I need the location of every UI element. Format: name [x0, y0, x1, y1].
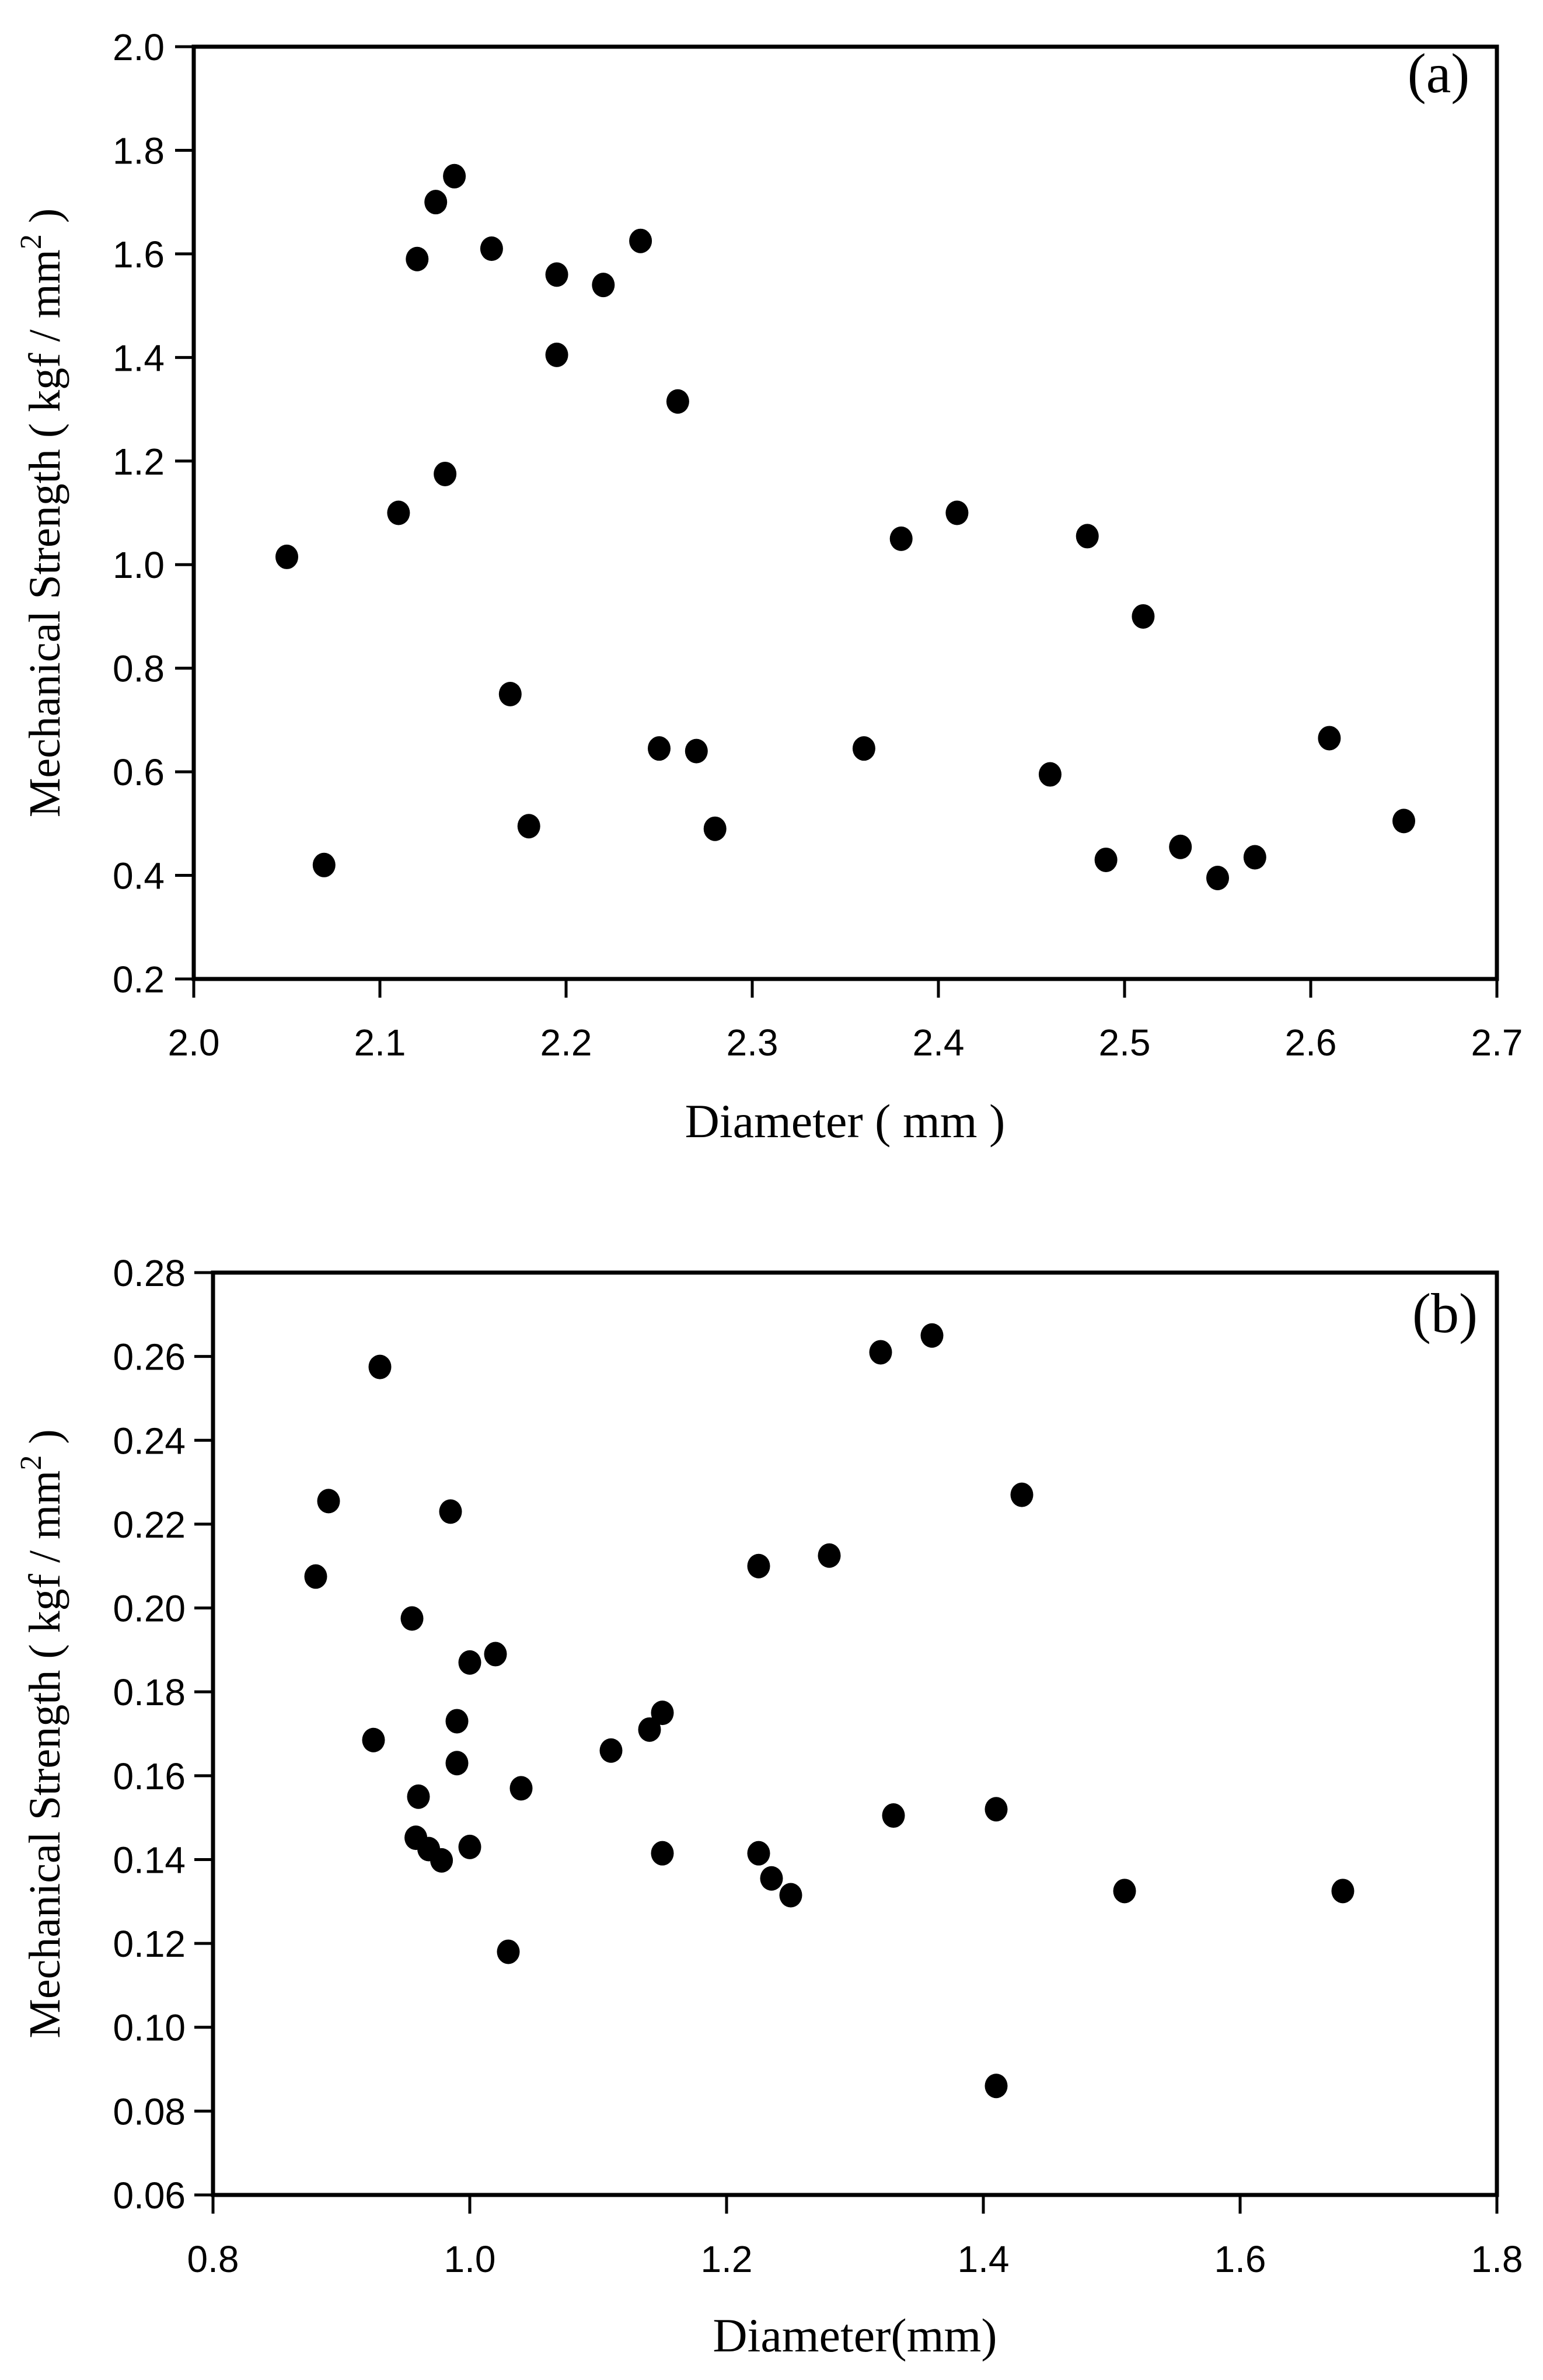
x-tick-label: 1.6: [1214, 2238, 1266, 2280]
data-point: [443, 164, 466, 189]
y-tick-label: 0.08: [113, 2090, 186, 2133]
data-point: [407, 1785, 430, 1809]
data-point: [985, 1797, 1008, 1821]
data-point: [651, 1841, 674, 1866]
x-tick-label: 2.1: [354, 1022, 406, 1064]
data-point: [600, 1738, 623, 1763]
data-point: [870, 1340, 892, 1364]
y-tick-label: 1.8: [113, 130, 165, 172]
x-tick-label: 2.4: [912, 1022, 965, 1064]
data-point: [1039, 762, 1062, 787]
data-point: [1206, 866, 1229, 890]
y-tick-label: 0.14: [113, 1839, 186, 1881]
data-point: [1318, 726, 1340, 750]
data-point: [1392, 809, 1415, 833]
x-tick-label: 1.4: [957, 2238, 1010, 2280]
data-point: [480, 236, 503, 261]
data-point: [666, 389, 689, 414]
data-point: [459, 1650, 481, 1675]
y-tick-label: 1.4: [113, 337, 165, 379]
data-point: [629, 229, 652, 253]
data-point: [780, 1883, 802, 1908]
x-axis-title: Diameter ( mm ): [685, 1095, 1006, 1148]
data-point: [446, 1709, 469, 1733]
data-point: [313, 853, 336, 877]
data-point: [275, 545, 298, 569]
data-point: [305, 1564, 327, 1589]
data-point: [985, 2074, 1008, 2098]
x-tick-label: 2.7: [1471, 1022, 1523, 1064]
y-tick-label: 0.10: [113, 2006, 186, 2049]
data-point: [369, 1355, 392, 1379]
y-tick-label: 0.8: [113, 647, 165, 690]
y-tick-label: 0.22: [113, 1503, 186, 1546]
y-tick-label: 0.2: [113, 959, 165, 1001]
data-point: [424, 190, 447, 214]
data-point: [651, 1701, 674, 1725]
panel-label: (a): [1407, 42, 1470, 104]
data-point: [1076, 524, 1099, 548]
data-point: [1011, 1483, 1034, 1507]
scatter-plot-a: [15, 26, 1523, 1148]
y-tick-label: 1.0: [113, 544, 165, 587]
y-tick-label: 0.26: [113, 1336, 186, 1378]
data-point: [945, 501, 968, 525]
panel-label: (b): [1412, 1282, 1478, 1344]
data-point: [1244, 845, 1266, 870]
data-point: [434, 462, 456, 486]
x-tick-label: 2.0: [167, 1022, 220, 1064]
data-point: [748, 1841, 770, 1866]
data-point: [387, 501, 410, 525]
data-point: [362, 1728, 385, 1752]
data-point: [459, 1835, 481, 1859]
data-point: [592, 273, 615, 297]
plot-frame: [213, 1273, 1497, 2195]
y-tick-label: 2.0: [113, 26, 165, 68]
y-tick-label: 1.6: [113, 233, 165, 276]
data-point: [1132, 604, 1154, 629]
x-tick-label: 2.6: [1284, 1022, 1337, 1064]
data-point: [406, 247, 428, 271]
x-tick-label: 2.3: [726, 1022, 779, 1064]
y-tick-label: 0.20: [113, 1587, 186, 1630]
y-tick-label: 0.16: [113, 1755, 186, 1797]
data-point: [497, 1939, 520, 1964]
data-point: [685, 739, 708, 764]
data-point: [401, 1607, 424, 1631]
data-point: [484, 1642, 507, 1667]
y-axis-title: Mechanical Strength ( kgf / $mm^2$ ): [15, 1429, 69, 2038]
data-point: [518, 814, 540, 838]
y-tick-label: 1.2: [113, 440, 165, 483]
y-tick-label: 0.4: [113, 855, 165, 897]
x-tick-label: 2.5: [1098, 1022, 1151, 1064]
data-point: [890, 527, 913, 551]
y-tick-label: 0.12: [113, 1923, 186, 1966]
y-tick-label: 0.06: [113, 2175, 186, 2217]
y-tick-label: 0.28: [113, 1252, 186, 1294]
y-tick-label: 0.24: [113, 1420, 186, 1462]
data-point: [446, 1751, 469, 1775]
y-tick-label: 0.6: [113, 751, 165, 794]
x-tick-label: 1.2: [700, 2238, 753, 2280]
data-point: [921, 1323, 944, 1348]
scatter-plot-b: [15, 1252, 1523, 2362]
data-point: [546, 262, 568, 287]
data-point: [760, 1866, 783, 1891]
data-point: [853, 736, 875, 761]
data-point: [499, 682, 522, 706]
data-point: [439, 1499, 462, 1524]
x-tick-label: 1.0: [444, 2238, 496, 2280]
x-tick-label: 1.8: [1471, 2238, 1523, 2280]
y-tick-label: 0.18: [113, 1671, 186, 1714]
data-point: [510, 1776, 533, 1800]
x-tick-label: 2.2: [540, 1022, 592, 1064]
data-point: [748, 1554, 770, 1578]
data-point: [317, 1489, 340, 1513]
y-axis-title: Mechanical Strength ( kgf / $mm^2$ ): [15, 208, 69, 818]
data-point: [1169, 835, 1192, 859]
x-axis-title: Diameter(mm): [713, 2309, 997, 2362]
data-point: [1095, 848, 1118, 872]
data-point: [1113, 1879, 1136, 1903]
data-point: [546, 343, 568, 367]
data-point: [882, 1803, 905, 1828]
data-point: [704, 817, 727, 841]
data-point: [648, 736, 671, 761]
x-tick-label: 0.8: [187, 2238, 239, 2280]
data-point: [1332, 1879, 1355, 1903]
data-point: [818, 1543, 841, 1568]
data-point: [430, 1848, 453, 1873]
